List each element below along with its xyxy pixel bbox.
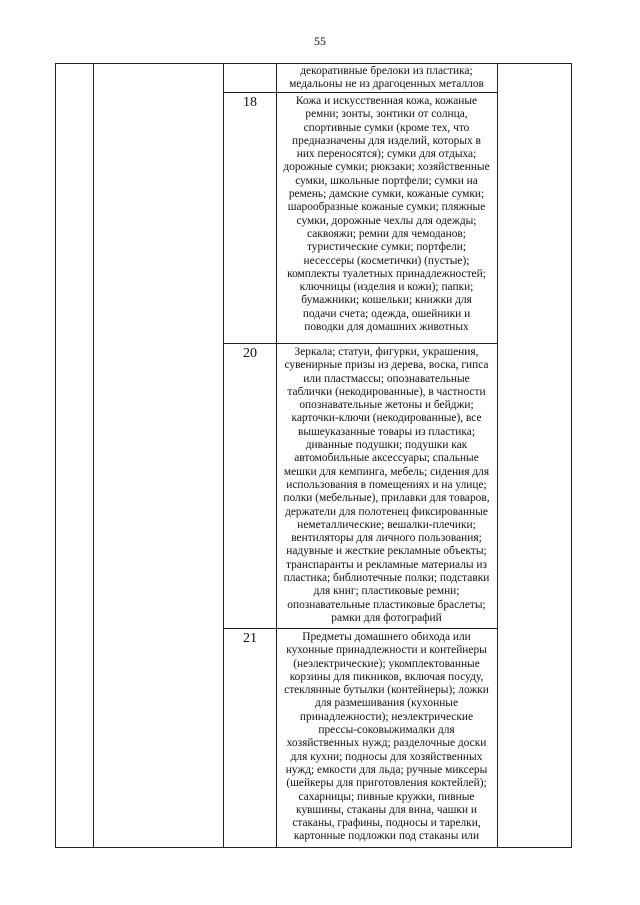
goods-description: декоративные брелоки из пластика; медальоны не из драгоценных металлов (289, 65, 484, 91)
page-number: 55 (314, 34, 326, 48)
goods-description: Зеркала; статуи, фигурки, украшения, сувенирные призы из дерева, воска, гипса или пластмассы; опознавательные таблички (некодированные), в частности опознавательные жетоны и бейджи; карточки-ключи (некодированные), все вышеуказанные товары из пластика; диванные подушки; подушки как автомобильные аксессуары; спальные мешки для кемпинга, мебель; сидения для использования в помещениях и на улице; полки (мебельные), прилавки для товаров, держатели для полотенец фиксированные неметаллические; вешалки-плечики; вентиляторы для личного пользования; надувные и жесткие рекламные объекты; транспаранты и рекламные материалы из пластика; библиотечные полки; подставки для книг; пластиковые ремни; опознавательные пластиковые браслеты; рамки для фотографий (283, 346, 490, 624)
row-divider-3 (223, 628, 497, 629)
table-border-top (55, 63, 572, 64)
column-divider-4 (497, 63, 498, 848)
column-divider-1 (93, 63, 94, 848)
table-border-left (55, 63, 56, 848)
class-number: 20 (243, 346, 257, 361)
goods-description: Предметы домашнего обихода или кухонные принадлежности и контейнеры (неэлектрические); укомплектованные корзины для пикников, включая посуду, стеклянные бутылки (контейнеры); ложки для размешивания (кухонные принадлежности); неэлектрические прессы-соковыжималки для хозяйственных нужд; разделочные доски для кухни; подносы для хозяйственных нужд; емкости для льда; ручные миксеры (шейкеры для приготовления коктейлей); сахарницы; пивные кружки, пивные кувшины, стаканы для вина, чашки и стаканы, графины, подносы и тарелки, картонные подложки под стаканы или (284, 631, 489, 843)
class-number: 21 (243, 631, 257, 646)
table-border-right (571, 63, 572, 848)
class-number: 18 (243, 95, 257, 110)
column-divider-2 (223, 63, 224, 848)
row-divider-2 (223, 343, 497, 344)
goods-description: Кожа и искусственная кожа, кожаные ремни; зонты, зонтики от солнца, спортивные сумки (кроме тех, что предназначены для изделий, которых в них переносятся); сумки для отдыха; дорожные сумки; рюкзаки; хозяйственные сумки, школьные портфели; сумки на ремень; дамские сумки, кожаные сумки; шарообразные кожаные сумки; пляжные сумки, дорожные чехлы для одежды; саквояжи; ремни для чемоданов; туристические сумки; портфели; несессеры (косметички) (пустые); комплекты туалетных принадлежностей; ключницы (изделия и кожи); папки; бумажники; кошельки; книжки для подачи счета; одежда, ошейники и поводки для домашних животных (283, 95, 490, 334)
table-border-bottom (55, 847, 572, 848)
row-divider-1 (223, 92, 497, 93)
